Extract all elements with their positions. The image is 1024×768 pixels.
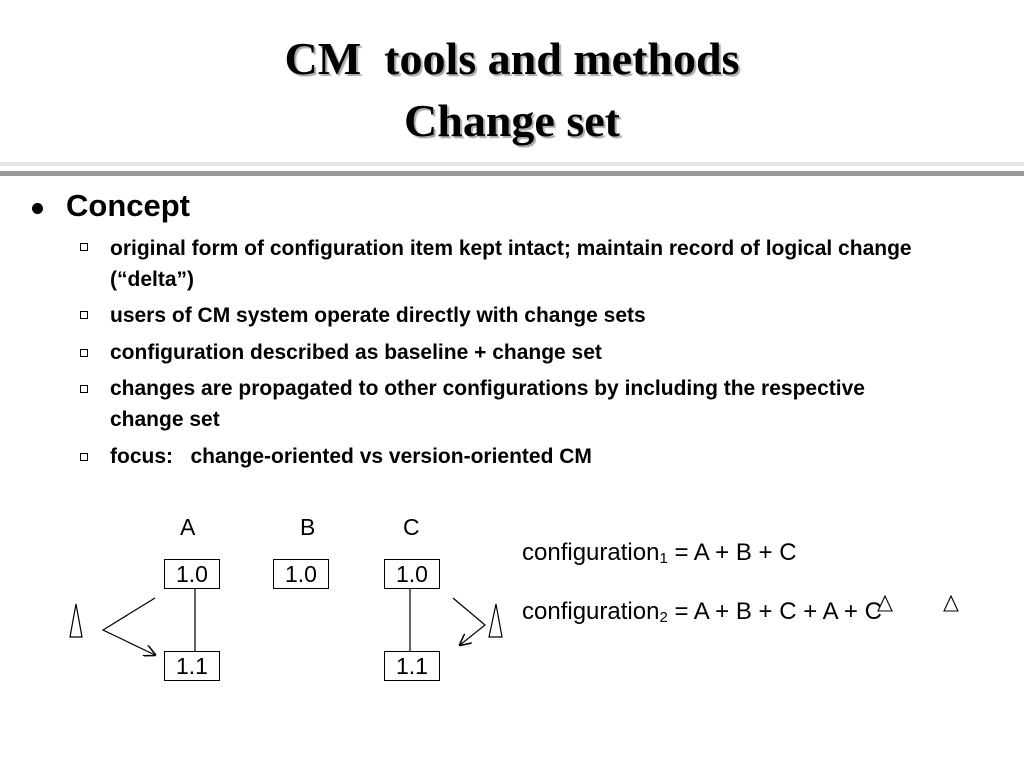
delta-icon-c (489, 604, 502, 637)
delta-arrow-a (103, 598, 155, 655)
version-box-a-bottom: 1.1 (164, 651, 220, 681)
formula-subscript: 2 (659, 609, 668, 626)
delta-icon-a (70, 604, 82, 637)
item-label-c: C (403, 514, 420, 540)
delta-arrow-c (453, 598, 485, 645)
formula-delta-c-term: C (864, 598, 882, 625)
formula-plus: + (837, 598, 865, 625)
concept-item: changes are propagated to other configurations by including the respective change set (110, 377, 865, 431)
formula-name: configuration (522, 598, 660, 625)
item-label-b: B (300, 514, 316, 540)
version-box-a-top: 1.0 (164, 559, 220, 589)
formula-subscript: 1 (659, 550, 668, 567)
concept-item: configuration described as baseline + change set (110, 341, 602, 364)
formula-configuration-2 (522, 598, 882, 626)
formula-expression: = A + B + C (667, 539, 797, 566)
concept-item: original form of configuration item kept intact; maintain record of logical change (“delta”) (110, 237, 912, 291)
concept-item: users of CM system operate directly with change sets (110, 304, 646, 327)
delta-icon-formula-c (942, 595, 960, 613)
delta-icon-formula-a (876, 595, 894, 613)
title-line-2: Change set (404, 95, 620, 146)
formula-name: configuration (522, 539, 660, 566)
formula-delta-a-term: A (822, 598, 838, 625)
formula-configuration-1 (522, 539, 797, 567)
version-box-b-top: 1.0 (273, 559, 329, 589)
title-line-1: CM tools and methods (284, 33, 740, 84)
version-box-c-top: 1.0 (384, 559, 440, 589)
item-label-a: A (180, 514, 196, 540)
version-box-c-bottom: 1.1 (384, 651, 440, 681)
concept-item: focus: change-oriented vs version-oriented CM (110, 445, 592, 468)
concept-heading: Concept (66, 188, 190, 223)
formula-expression: = A + B + C + (667, 598, 823, 625)
